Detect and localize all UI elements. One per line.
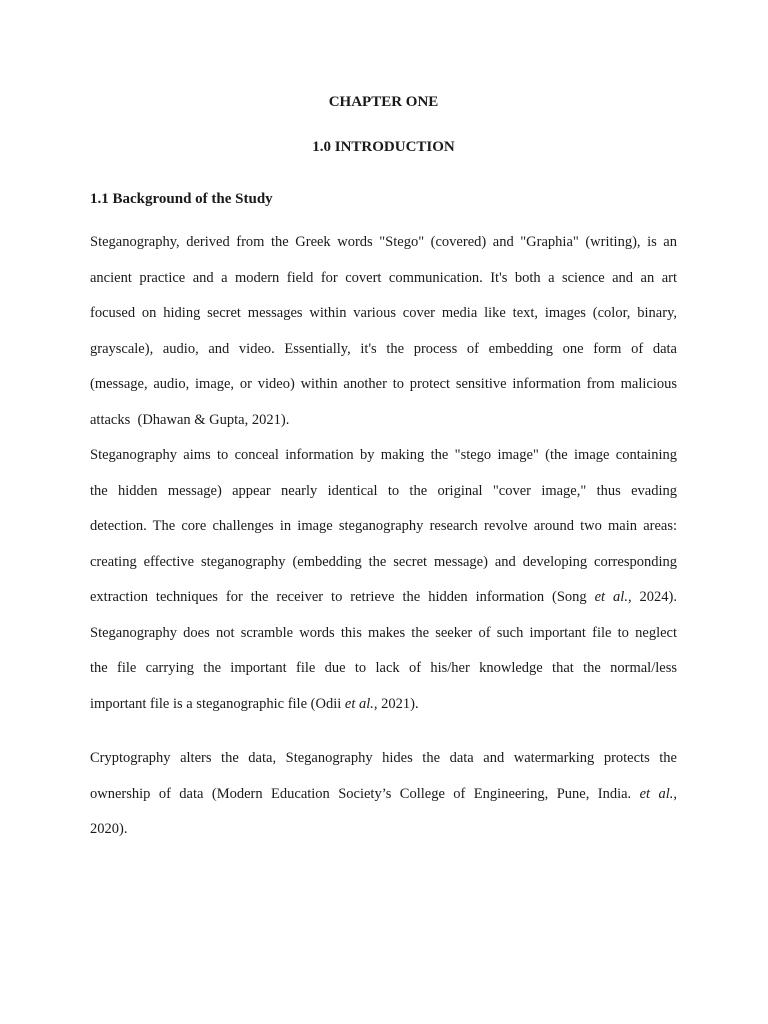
text-segment: important file is a steganographic file (Odii [90,695,345,712]
text-segment: focused on hiding secret messages within various cover media like text, images (color, binary, [90,305,677,321]
text-line [90,741,677,777]
text-segment: (message, audio, image, or video) within another to protect sensitive information from malicious [90,376,677,392]
italic-citation: et al., [639,785,677,802]
text-segment: detection. The core challenges in image steganography research revolve around two main areas: [90,518,677,534]
paragraph [90,741,677,848]
text-segment: attacks (Dhawan & Gupta, 2021). [90,411,290,428]
text-segment: the hidden message) appear nearly identical to the original "cover image," thus evading [90,482,677,499]
text-line [90,509,677,545]
italic-citation: et al., [344,695,378,712]
text-segment: Cryptography alters the data, Steganography hides the data and watermarking protects the [90,750,677,766]
text-line [90,812,677,848]
text-segment: Steganography aims to conceal information by making the "stego image" (the image containing [90,447,677,463]
text-segment: 2020). [90,821,128,837]
text-line [90,367,677,403]
text-segment: ancient practice and a modern field for covert communication. It's both a science and an art [90,269,677,286]
text-line [90,332,677,368]
text-segment: creating effective steganography (embedding the secret message) and developing corresponding [90,553,677,570]
text-line [90,777,677,813]
text-line [90,580,677,616]
text-line [90,545,677,581]
body-text [90,225,677,848]
text-line [90,474,677,510]
paragraph [90,225,677,438]
text-segment: 2024). [631,589,677,605]
section-heading: 1.0 INTRODUCTION [312,139,455,155]
text-line [90,225,677,261]
subsection-heading: 1.1 Background of the Study [90,191,273,207]
text-segment: ownership of data (Modern Education Society’s College of Engineering, Pune, India. [90,785,640,802]
text-line [90,616,677,652]
chapter-heading: CHAPTER ONE [328,94,439,110]
italic-citation: et al., [594,589,632,605]
text-segment: extraction techniques for the receiver to retrieve the hidden information (Song [90,589,595,605]
text-line [90,438,677,474]
text-segment: the file carrying the important file due to lack of his/her knowledge that the normal/less [90,660,677,676]
text-line [90,296,677,332]
text-line [90,687,677,723]
text-segment: 2021). [377,695,419,712]
text-segment: Steganography, derived from the Greek words "Stego" (covered) and "Graphia" (writing), is an [90,234,677,250]
text-line [90,403,677,439]
text-line [90,261,677,297]
text-segment: Steganography does not scramble words this makes the seeker of such important file to neglect [90,624,677,641]
text-segment: grayscale), audio, and video. Essentially, it's the process of embedding one form of data [90,340,677,357]
text-line [90,651,677,687]
paragraph [90,438,677,722]
